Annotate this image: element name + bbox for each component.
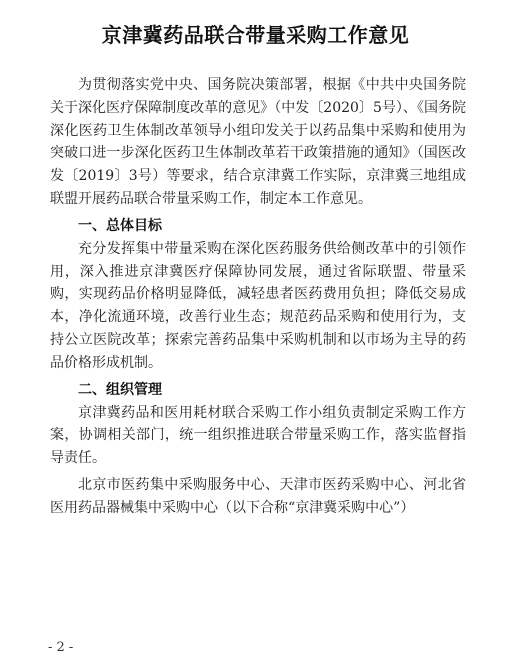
- document-title: 京津冀药品联合带量采购工作意见: [101, 23, 410, 47]
- section-paragraph: 北京市医药集中采购服务中心、天津市医药采购中心、河北省医用药品器械集中采购中心（以下合称“京津冀采购中心”）: [50, 476, 466, 516]
- page-number: - 2 -: [48, 640, 74, 655]
- document-body: [50, 74, 466, 524]
- section-paragraph: 京津冀药品和医用耗材联合采购工作小组负责制定采购工作方案，协调相关部门，统一组织推进联合带量采购工作，落实监督指导责任。: [50, 404, 466, 467]
- section-paragraph: 充分发挥集中带量采购在深化医药服务供给侧改革中的引领作用，深入推进京津冀医疗保障协同发展，通过省际联盟、带量采购，实现药品价格明显降低，减轻患者医药费用负担；降低交易成本，净化流通环境，改善行业生态；规范药品采购和使用行为，支持公立医院改革；探索完善药品集中采购机制和以市场为主导的药品价格形成机制。: [50, 240, 466, 371]
- intro-paragraph: 为贯彻落实党中央、国务院决策部署，根据《中共中央国务院关于深化医疗保障制度改革的意见》（中发〔2020〕5号）、《国务院深化医药卫生体制改革领导小组印发关于以药品集中采购和使用为突破口进一步深化医药卫生体制改革若干政策措施的通知》（国医改发〔2019〕3号）等要求，结合京津冀工作实际，京津冀三地组成联盟开展药品联合带量采购工作，制定本工作意见。: [50, 77, 466, 207]
- section-heading-overall-goal: 一、总体目标: [78, 217, 162, 234]
- section-heading-organization: 二、组织管理: [78, 381, 162, 398]
